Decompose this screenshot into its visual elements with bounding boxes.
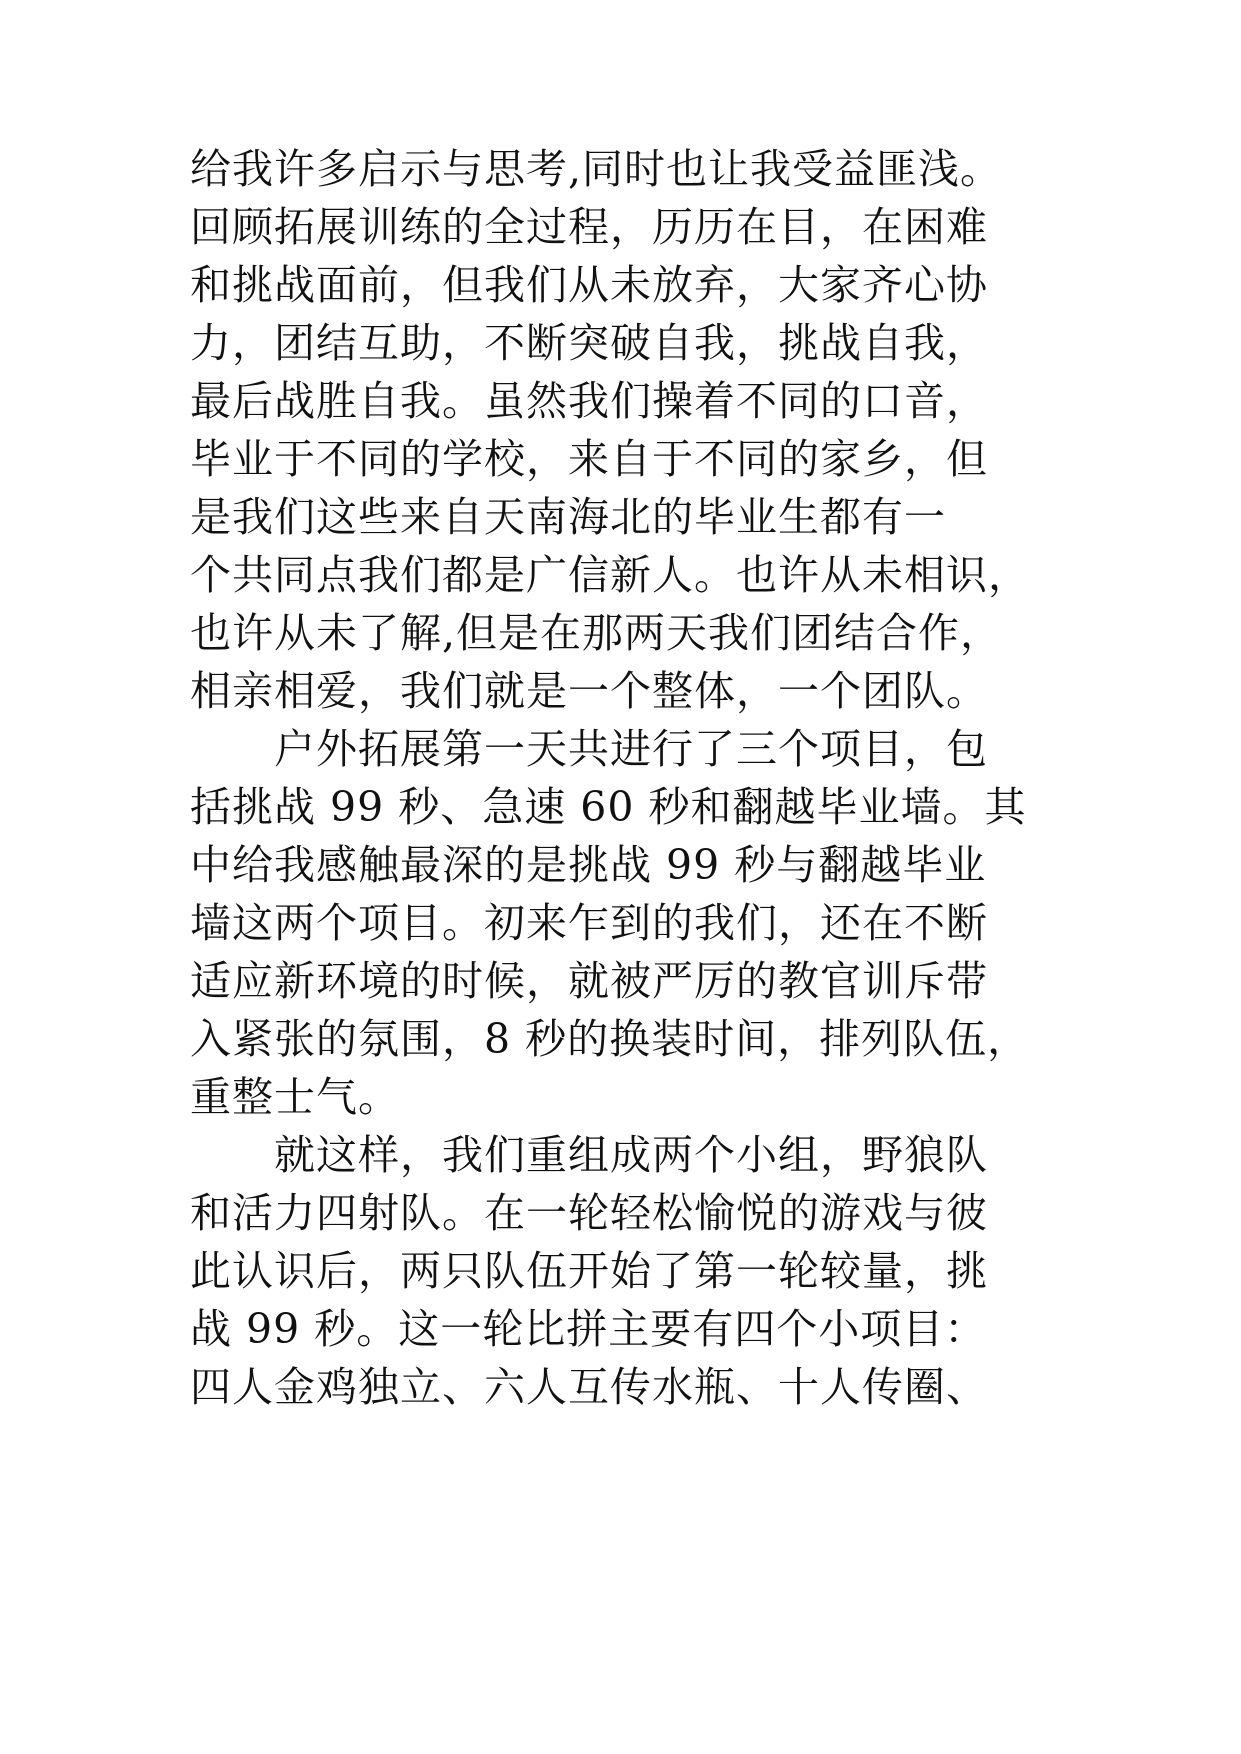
paragraph-line: 是我们这些来自天南海北的毕业生都有一 <box>190 493 946 541</box>
paragraph-line: 中给我感触最深的是挑战 99 秒与翻越毕业 <box>190 841 987 889</box>
paragraph-line: 墙这两个项目。初来乍到的我们，还在不断 <box>190 899 988 947</box>
paragraph-line: 户外拓展第一天共进行了三个项目，包 <box>190 725 988 773</box>
paragraph-line: 四人金鸡独立、六人互传水瓶、十人传圈、 <box>190 1363 988 1411</box>
paragraph-line: 最后战胜自我。虽然我们操着不同的口音， <box>190 377 988 425</box>
paragraph-line: 适应新环境的时候，就被严厉的教官训斥带 <box>190 957 988 1005</box>
paragraph-line: 就这样，我们重组成两个小组，野狼队 <box>190 1131 988 1179</box>
paragraph-line: 此认识后，两只队伍开始了第一轮较量，挑 <box>190 1247 988 1295</box>
paragraph-line: 和挑战面前，但我们从未放弃，大家齐心协 <box>190 261 988 309</box>
paragraph-line: 战 99 秒。这一轮比拼主要有四个小项目： <box>190 1305 987 1353</box>
paragraph-line: 力，团结互助，不断突破自我，挑战自我， <box>190 319 988 367</box>
paragraph-line: 也许从未了解,但是在那两天我们团结合作， <box>190 609 1003 657</box>
paragraph-line: 个共同点我们都是广信新人。也许从未相识， <box>190 551 1030 599</box>
paragraph-line: 毕业于不同的学校，来自于不同的家乡，但 <box>190 435 988 483</box>
paragraph-line: 回顾拓展训练的全过程，历历在目，在困难 <box>190 203 988 251</box>
paragraph-line: 给我许多启示与思考,同时也让我受益匪浅。 <box>190 145 1003 193</box>
paragraph-line: 重整士气。 <box>190 1073 400 1121</box>
paragraph-line: 入紧张的氛围，8 秒的换装时间，排列队伍， <box>190 1015 1030 1063</box>
paragraph-line: 和活力四射队。在一轮轻松愉悦的游戏与彼 <box>190 1189 988 1237</box>
paragraph-line: 相亲相爱，我们就是一个整体，一个团队。 <box>190 667 988 715</box>
paragraph-line: 括挑战 99 秒、急速 60 秒和翻越毕业墙。其 <box>190 783 1027 831</box>
